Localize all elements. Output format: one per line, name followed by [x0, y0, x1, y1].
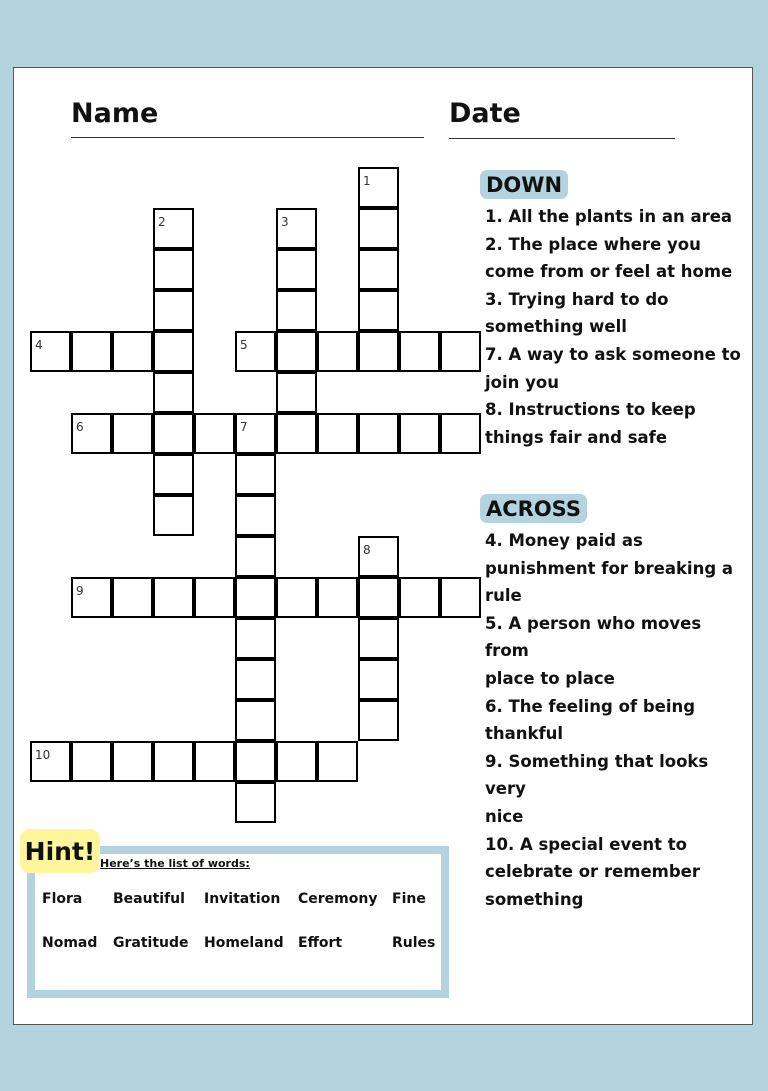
name-line[interactable] [71, 137, 424, 138]
word-bank-item: Nomad [42, 935, 98, 951]
crossword-cell[interactable] [317, 741, 358, 782]
across-clue-line: place to place [485, 668, 615, 688]
crossword-cell[interactable] [235, 577, 276, 618]
crossword-cell[interactable] [399, 577, 440, 618]
down-clue-line: join you [485, 372, 559, 392]
crossword-cell[interactable] [153, 495, 194, 536]
crossword-cell[interactable] [276, 249, 317, 290]
down-clue-line: 3. Trying hard to do [485, 289, 669, 309]
down-clue-line: 2. The place where you [485, 234, 701, 254]
clue-number-8: 8 [363, 543, 371, 557]
crossword-cell[interactable] [358, 249, 399, 290]
down-clue-line: something well [485, 317, 627, 337]
crossword-cell[interactable] [235, 618, 276, 659]
crossword-cell[interactable] [358, 659, 399, 700]
crossword-cell[interactable] [317, 331, 358, 372]
word-bank-item: Gratitude [113, 935, 189, 951]
crossword-cell[interactable] [153, 249, 194, 290]
clue-number-5: 5 [240, 338, 248, 352]
crossword-cell[interactable] [153, 577, 194, 618]
word-bank-item: Invitation [204, 891, 281, 907]
down-clue-line: come from or feel at home [485, 262, 733, 282]
crossword-cell[interactable] [235, 536, 276, 577]
word-bank-item: Fine [392, 891, 426, 907]
crossword-cell[interactable] [317, 413, 358, 454]
down-clue-line: 7. A way to ask someone to [485, 344, 741, 364]
crossword-cell[interactable] [440, 331, 481, 372]
crossword-cell[interactable] [235, 700, 276, 741]
crossword-cell[interactable] [358, 331, 399, 372]
crossword-cell[interactable] [358, 700, 399, 741]
crossword-cell[interactable] [317, 577, 358, 618]
crossword-cell[interactable] [235, 782, 276, 823]
across-heading: ACROSS [480, 494, 587, 523]
down-clue-line: 8. Instructions to keep [485, 400, 696, 420]
crossword-cell[interactable] [440, 413, 481, 454]
crossword-cell[interactable] [358, 208, 399, 249]
across-clue-line: 5. A person who moves from [485, 613, 702, 661]
crossword-cell[interactable] [153, 372, 194, 413]
crossword-cell[interactable] [235, 495, 276, 536]
date-line[interactable] [449, 138, 675, 139]
across-clue-line: nice [485, 806, 524, 826]
crossword-cell[interactable] [235, 659, 276, 700]
crossword-cell[interactable] [71, 331, 112, 372]
clue-number-2: 2 [158, 215, 166, 229]
crossword-cell[interactable] [112, 331, 153, 372]
across-clue-line: celebrate or remember [485, 862, 700, 882]
crossword-cell[interactable] [71, 741, 112, 782]
across-clue-line: punishment for breaking a [485, 558, 734, 578]
crossword-cell[interactable] [112, 741, 153, 782]
crossword-cell[interactable] [276, 372, 317, 413]
word-bank-item: Beautiful [113, 891, 185, 907]
across-clue-line: 6. The feeling of being [485, 696, 696, 716]
crossword-cell[interactable] [358, 413, 399, 454]
word-bank-item: Homeland [204, 935, 284, 951]
crossword-cell[interactable] [112, 577, 153, 618]
down-clue-line: things fair and safe [485, 427, 668, 447]
crossword-cell[interactable] [276, 290, 317, 331]
word-bank-item: Rules [392, 935, 436, 951]
crossword-cell[interactable] [153, 454, 194, 495]
clue-number-3: 3 [281, 215, 289, 229]
crossword-cell[interactable] [153, 331, 194, 372]
crossword-cell[interactable] [440, 577, 481, 618]
crossword-cell[interactable] [276, 331, 317, 372]
date-label: Date [449, 98, 521, 129]
crossword-cell[interactable] [194, 577, 235, 618]
crossword-cell[interactable] [153, 290, 194, 331]
clue-number-1: 1 [363, 174, 371, 188]
down-clue-line: 1. All the plants in an area [485, 207, 733, 226]
across-clue-line: something [485, 889, 584, 909]
word-bank-item: Effort [298, 935, 343, 951]
across-clue-line: rule [485, 586, 522, 606]
clue-number-7: 7 [240, 420, 248, 434]
hint-tag: Hint! [20, 829, 100, 873]
hint-subtitle: Here’s the list of words: [100, 857, 250, 870]
crossword-cell[interactable] [276, 741, 317, 782]
crossword-cell[interactable] [153, 741, 194, 782]
clue-number-4: 4 [35, 338, 43, 352]
crossword-cell[interactable] [194, 741, 235, 782]
word-bank-item: Flora [42, 891, 83, 907]
across-clue-line: 9. Something that looks very [485, 751, 709, 799]
crossword-cell[interactable] [399, 331, 440, 372]
crossword-cell[interactable] [276, 413, 317, 454]
crossword-cell[interactable] [194, 413, 235, 454]
across-clues [485, 527, 747, 913]
clue-number-10: 10 [35, 748, 51, 762]
down-clues [485, 203, 747, 451]
crossword-cell[interactable] [153, 413, 194, 454]
crossword-cell[interactable] [112, 413, 153, 454]
crossword-cell[interactable] [235, 454, 276, 495]
crossword-cell[interactable] [399, 413, 440, 454]
across-clue-line: 4. Money paid as [485, 531, 643, 550]
down-heading: DOWN [480, 170, 568, 199]
crossword-cell[interactable] [358, 618, 399, 659]
name-label: Name [71, 98, 159, 129]
across-clue-line: 10. A special event to [485, 834, 688, 854]
clue-number-6: 6 [76, 420, 84, 434]
clue-number-9: 9 [76, 584, 84, 598]
crossword-cell[interactable] [276, 577, 317, 618]
crossword-cell[interactable] [358, 290, 399, 331]
across-clue-line: thankful [485, 724, 564, 744]
crossword-cell[interactable] [358, 577, 399, 618]
crossword-cell[interactable] [235, 741, 276, 782]
word-bank-item: Ceremony [298, 891, 378, 907]
